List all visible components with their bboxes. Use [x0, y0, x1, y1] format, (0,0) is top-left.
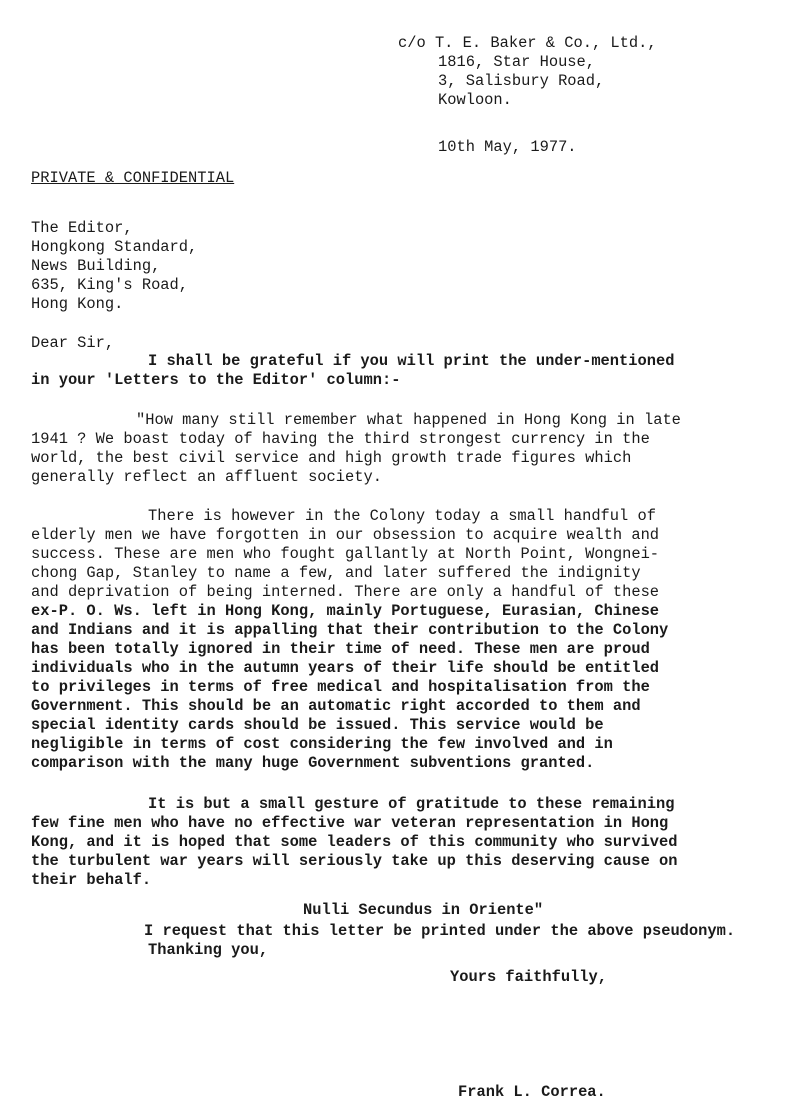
paragraph-line: generally reflect an affluent society.	[31, 468, 382, 486]
signature-name: Frank L. Correa.	[458, 1083, 606, 1101]
paragraph-line: There is however in the Colony today a small handful of	[148, 507, 656, 525]
paragraph-line: chong Gap, Stanley to name a few, and later suffered the indignity	[31, 564, 641, 582]
request-line: I request that this letter be printed under the above pseudonym.	[144, 922, 736, 940]
recipient-address-line: Hong Kong.	[31, 295, 124, 313]
sender-address-line: Kowloon.	[438, 91, 512, 109]
paragraph-line: 1941 ? We boast today of having the third strongest currency in the	[31, 430, 650, 448]
letter-date: 10th May, 1977.	[438, 138, 577, 156]
closing: Yours faithfully,	[450, 968, 608, 986]
paragraph-line: few fine men who have no effective war veteran representation in Hong	[31, 814, 669, 832]
intro-line: I shall be grateful if you will print the under-mentioned	[148, 352, 675, 370]
paragraph-line: individuals who in the autumn years of their life should be entitled	[31, 659, 660, 677]
sender-address-line: c/o T. E. Baker & Co., Ltd.,	[398, 34, 657, 52]
recipient-address-line: The Editor,	[31, 219, 133, 237]
paragraph-line: Government. This should be an automatic right accorded to them and	[31, 697, 641, 715]
intro-line: in your 'Letters to the Editor' column:-	[31, 371, 401, 389]
paragraph-line: special identity cards should be issued. This service would be	[31, 716, 604, 734]
pseudonym: Nulli Secundus in Oriente"	[303, 901, 544, 919]
paragraph-line: comparison with the many huge Government subventions granted.	[31, 754, 595, 772]
paragraph-line: success. These are men who fought gallantly at North Point, Wongnei-	[31, 545, 660, 563]
paragraph-line: elderly men we have forgotten in our obsession to acquire wealth and	[31, 526, 660, 544]
paragraph-line: to privileges in terms of free medical and hospitalisation from the	[31, 678, 650, 696]
paragraph-line: has been totally ignored in their time of need. These men are proud	[31, 640, 650, 658]
recipient-address-line: 635, King's Road,	[31, 276, 189, 294]
paragraph-line: negligible in terms of cost considering the few involved and in	[31, 735, 613, 753]
paragraph-line: Kong, and it is hoped that some leaders of this community who survived	[31, 833, 678, 851]
paragraph-line: and Indians and it is appalling that their contribution to the Colony	[31, 621, 669, 639]
recipient-address-line: Hongkong Standard,	[31, 238, 198, 256]
paragraph-line: the turbulent war years will seriously take up this deserving cause on	[31, 852, 678, 870]
paragraph-line: world, the best civil service and high growth trade figures which	[31, 449, 632, 467]
paragraph-line: their behalf.	[31, 871, 152, 889]
request-line: Thanking you,	[148, 941, 269, 959]
paragraph-line: It is but a small gesture of gratitude to these remaining	[148, 795, 675, 813]
paragraph-line: "How many still remember what happened in Hong Kong in late	[136, 411, 681, 429]
confidential-marking: PRIVATE & CONFIDENTIAL	[31, 169, 235, 187]
paragraph-line: ex-P. O. Ws. left in Hong Kong, mainly Portuguese, Eurasian, Chinese	[31, 602, 660, 620]
sender-address-line: 3, Salisbury Road,	[438, 72, 605, 90]
recipient-address-line: News Building,	[31, 257, 161, 275]
salutation: Dear Sir,	[31, 334, 115, 352]
sender-address-line: 1816, Star House,	[438, 53, 596, 71]
paragraph-line: and deprivation of being interned. There are only a handful of these	[31, 583, 660, 601]
